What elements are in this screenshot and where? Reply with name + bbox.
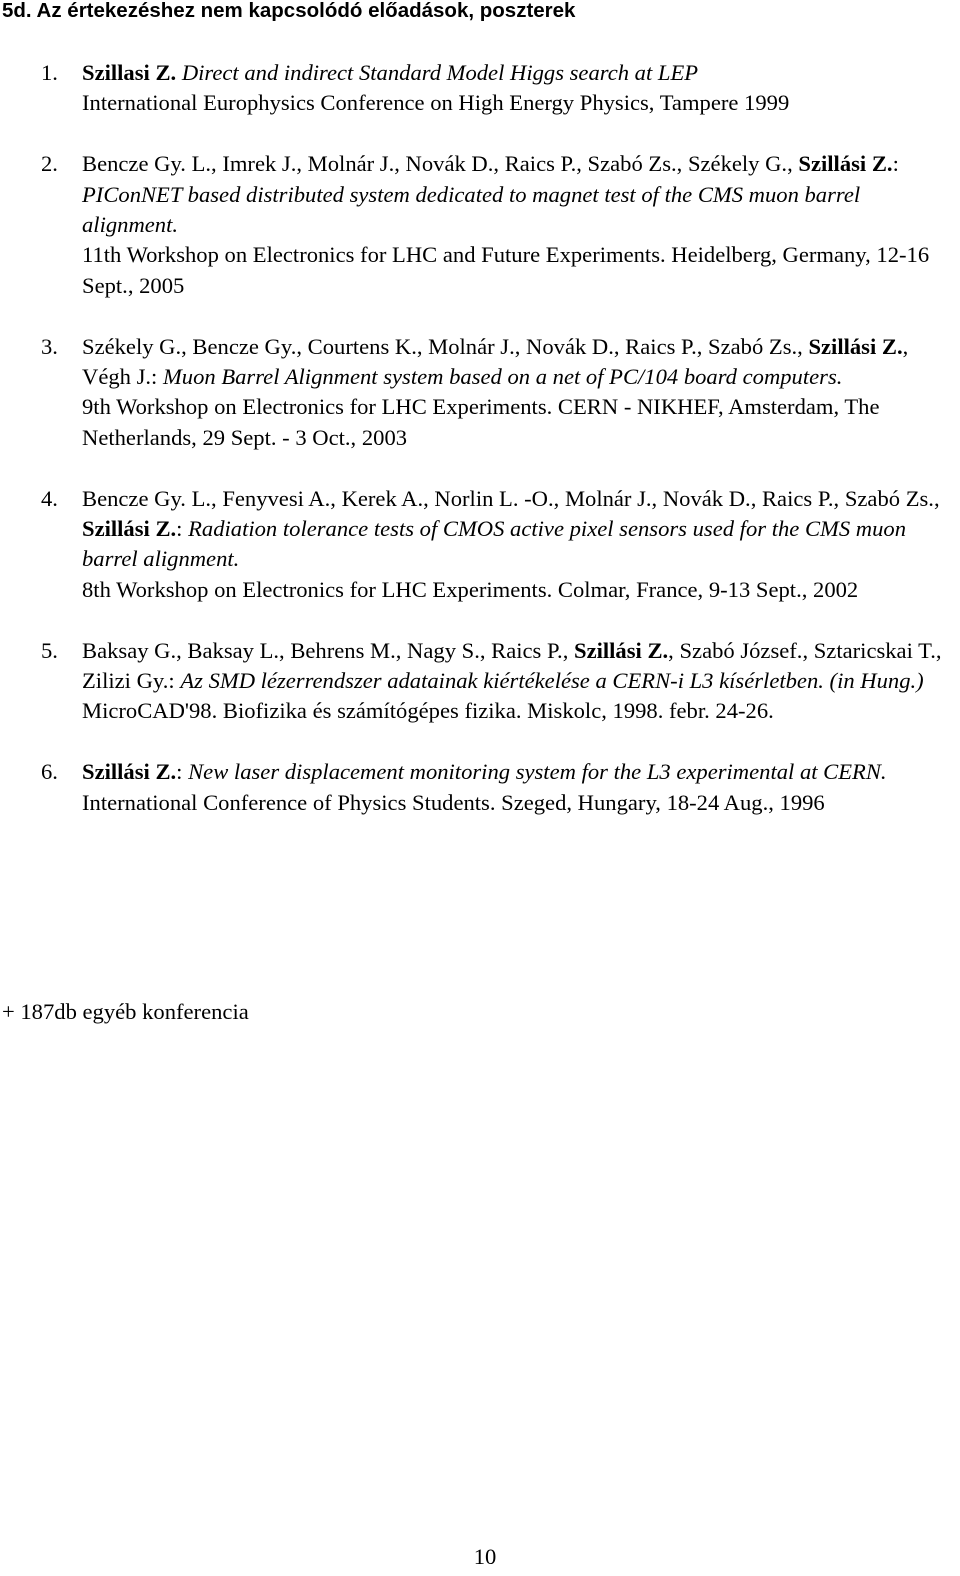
entry-authors: Baksay G., Baksay L., Behrens M., Nagy S., Raics P., [82,637,574,663]
entry-separator: : [176,759,189,785]
page-number: 10 [473,1544,497,1569]
entry-venue: International Conference of Physics Students. Szeged, Hungary, 18-24 Aug., 1996 [82,789,825,815]
entry-title: Muon Barrel Alignment system based on a net of PC/104 board computers. [162,364,843,390]
entry-venue: 8th Workshop on Electronics for LHC Experiments. Colmar, France, 9-13 Sept., 2002 [82,576,859,602]
entry-title: New laser displacement monitoring system for the L3 experimental at CERN. [188,759,887,785]
list-item [0,636,948,727]
entry-separator: : [176,516,189,542]
entry-author-highlight: Szillasi Z. [82,60,177,85]
entry-title: Radiation tolerance tests of CMOS active pixel sensors used for the CMS muon barrel alignment. [82,516,906,572]
list-item [0,757,948,818]
list-item [0,332,948,454]
list-item [0,58,948,119]
section-heading: 5d. Az értekezéshez nem kapcsolódó előadások, poszterek [2,0,576,22]
entry-title: Az SMD lézerrendszer adatainak kiértékelése a CERN-i L3 kísérletben. (in Hung.) [180,668,924,694]
entry-number: 6. [41,759,58,785]
entry-venue: 9th Workshop on Electronics for LHC Experiments. CERN - NIKHEF, Amsterdam, The Netherlands, 29 Sept. - 3 Oct., 2003 [82,394,880,450]
footer-note: + 187db egyéb konferencia [2,999,249,1024]
list-item [0,149,948,301]
entry-venue: MicroCAD'98. Biofizika és számítógépes fizika. Miskolc, 1998. febr. 24-26. [82,698,774,724]
entry-number: 5. [41,637,58,663]
entry-venue: 11th Workshop on Electronics for LHC and Future Experiments. Heidelberg, Germany, 12-16 Sept., 2005 [82,242,930,298]
entry-number: 4. [41,485,58,511]
presentation-list [0,58,960,848]
entry-separator: : [892,151,899,177]
entry-venue: International Europhysics Conference on High Energy Physics, Tampere 1999 [82,90,790,116]
entry-authors-tail: , Szabó József., Sztaricskai T., Zilizi Gy. [82,637,942,694]
entry-separator: : [151,364,163,390]
entry-author-highlight: Szillási Z. [82,516,177,542]
entry-author-highlight: Szillási Z. [82,759,177,785]
entry-authors: Székely G., Bencze Gy., Courtens K., Molnár J., Novák D., Raics P., Szabó Zs., [82,333,809,359]
entry-number: 1. [41,60,58,85]
entry-authors-tail: , Végh J. [82,333,909,390]
entry-title: PIConNET based distributed system dedicated to magnet test of the CMS muon barrel alignment. [82,181,861,238]
entry-separator: : [168,668,181,694]
entry-authors: Bencze Gy. L., Imrek J., Molnár J., Novák D., Raics P., Szabó Zs., Székely G., [82,151,799,177]
entry-number: 2. [41,151,58,177]
entry-author-highlight: Szillási Z. [574,637,669,663]
entry-number: 3. [41,333,58,359]
entry-author-highlight: Szillási Z. [808,333,903,359]
entry-author-highlight: Szillási Z. [798,151,893,177]
entry-title: Direct and indirect Standard Model Higgs search at LEP [176,60,699,85]
list-item [0,484,948,606]
entry-authors: Bencze Gy. L., Fenyvesi A., Kerek A., Norlin L. -O., Molnár J., Novák D., Raics P., Szabó Zs., [82,485,940,511]
